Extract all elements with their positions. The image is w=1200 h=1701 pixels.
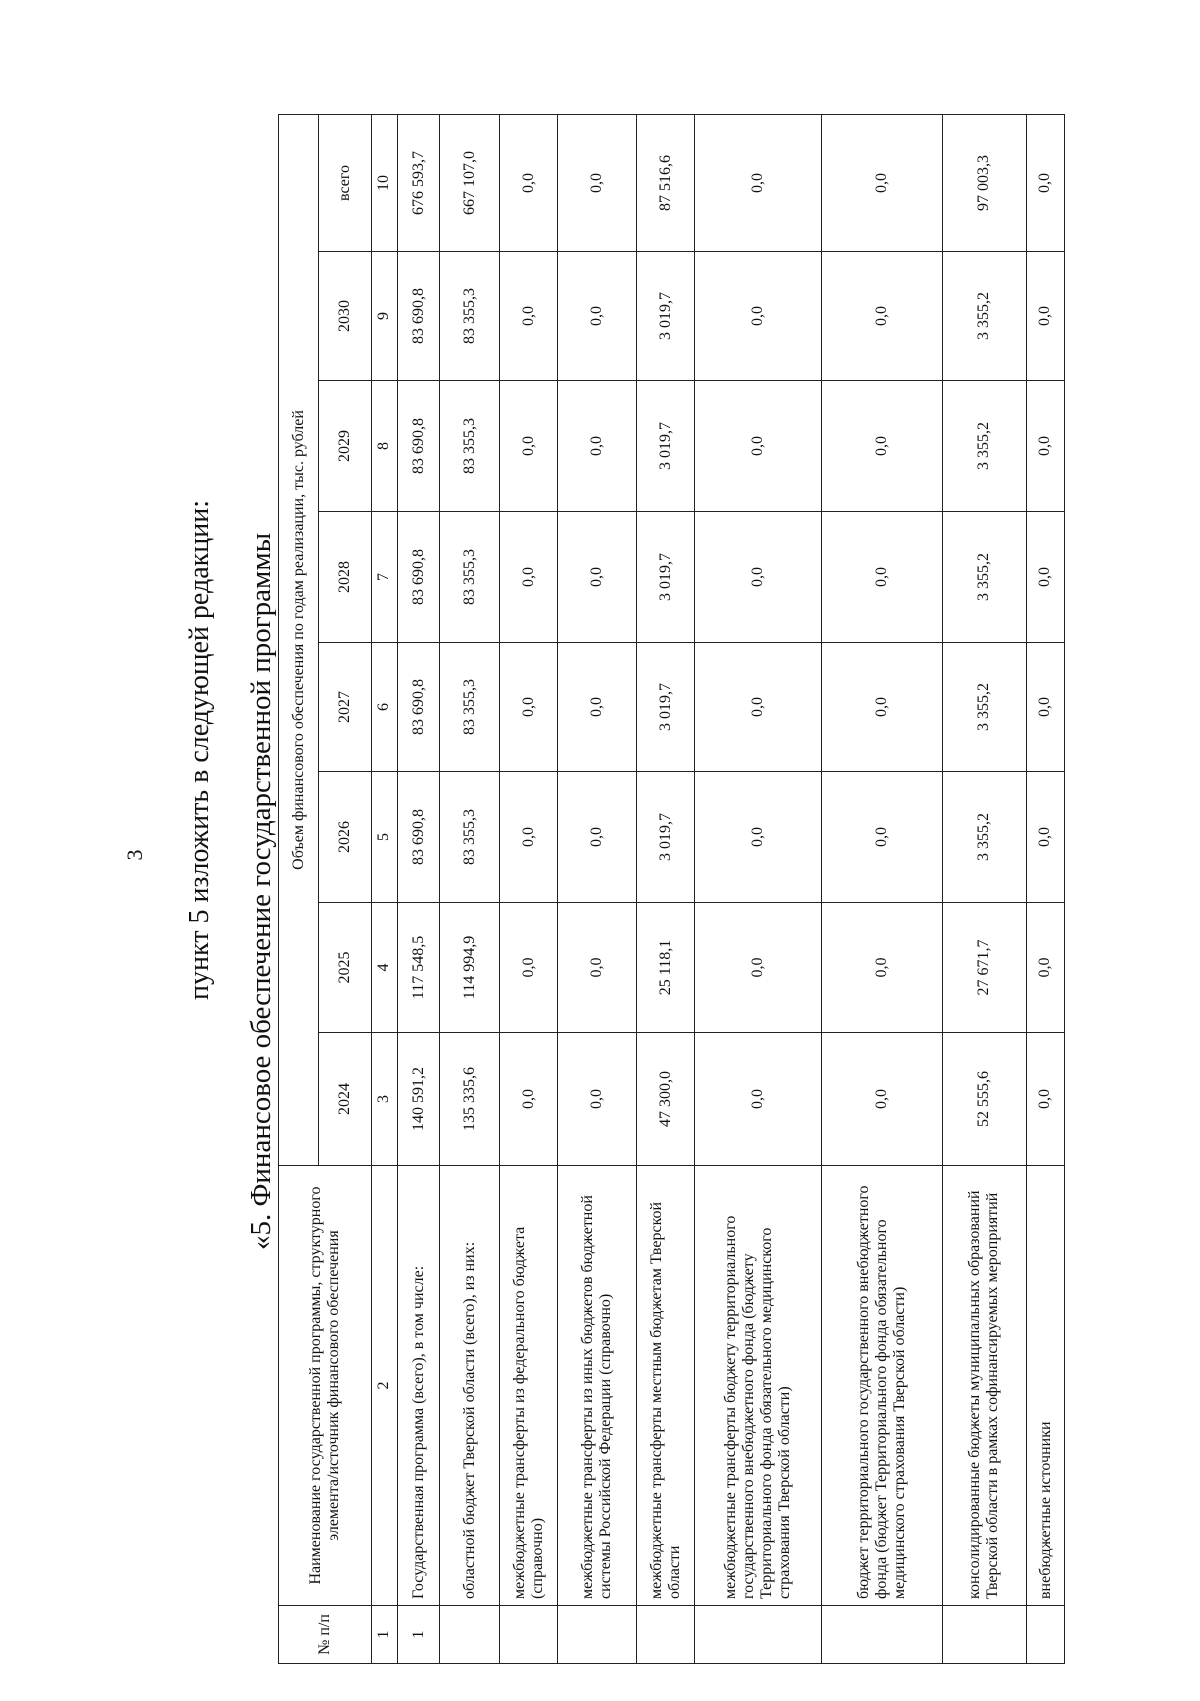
row-number: [1026, 1606, 1064, 1664]
row-number: [637, 1606, 695, 1664]
cell-value: 140 591,2: [398, 1033, 440, 1166]
cell-value: 3 019,7: [637, 252, 695, 381]
header-year: 2026: [319, 772, 372, 903]
cell-value: 0,0: [695, 1033, 821, 1166]
row-number: [500, 1606, 558, 1664]
page-number: 3: [122, 849, 147, 861]
cell-value: 0,0: [1026, 381, 1064, 512]
row-name: областной бюджет Тверской области (всего), из них:: [440, 1166, 500, 1606]
cell-value: 0,0: [500, 252, 558, 381]
header-year: 2025: [319, 903, 372, 1033]
cell-value: 0,0: [500, 643, 558, 772]
rotated-table-container: [278, 115, 1065, 1664]
cell-value: 3 019,7: [637, 512, 695, 643]
cell-value: 0,0: [500, 772, 558, 903]
row-number: [558, 1606, 637, 1664]
cell-value: 0,0: [821, 772, 942, 903]
cell-value: 0,0: [1026, 903, 1064, 1033]
cell-value: 0,0: [695, 114, 821, 251]
cell-value: 83 690,8: [398, 772, 440, 903]
cell-value: 27 671,7: [942, 903, 1026, 1033]
row-name: внебюджетные источники: [1026, 1166, 1064, 1606]
row-name: бюджет территориального государственного внебюджетного фонда (бюджет Территориального фонда обязательного медицинского страхования Тверской области): [821, 1166, 942, 1606]
row-number: 1: [398, 1606, 440, 1664]
cell-value: 0,0: [558, 381, 637, 512]
cell-value: 0,0: [821, 512, 942, 643]
header-no: № п/п: [279, 1606, 372, 1664]
cell-value: 0,0: [695, 903, 821, 1033]
cell-value: 83 355,3: [440, 772, 500, 903]
cell-value: 0,0: [1026, 772, 1064, 903]
cell-value: 83 355,3: [440, 252, 500, 381]
column-number: 1: [371, 1606, 397, 1664]
cell-value: 83 690,8: [398, 381, 440, 512]
cell-value: 3 019,7: [637, 643, 695, 772]
table-row: [695, 114, 821, 1663]
cell-value: 52 555,6: [942, 1033, 1026, 1166]
cell-value: 114 994,9: [440, 903, 500, 1033]
header-year: 2028: [319, 512, 372, 643]
row-name: консолидированные бюджеты муниципальных образований Тверской области в рамках софинансируемых мероприятий: [942, 1166, 1026, 1606]
row-name: межбюджетные трансферты местным бюджетам Тверской области: [637, 1166, 695, 1606]
row-number: [942, 1606, 1026, 1664]
table-row: [821, 114, 942, 1663]
header-name: Наименование государственной программы, структурного элемента/источник финансового обеспечения: [279, 1166, 372, 1606]
table-row: [440, 114, 500, 1663]
cell-value: 0,0: [821, 114, 942, 251]
cell-value: 0,0: [558, 252, 637, 381]
cell-value: 0,0: [500, 381, 558, 512]
cell-value: 83 690,8: [398, 643, 440, 772]
cell-value: 0,0: [1026, 252, 1064, 381]
cell-value: 0,0: [1026, 114, 1064, 251]
cell-value: 0,0: [558, 903, 637, 1033]
cell-value: 87 516,6: [637, 114, 695, 251]
cell-value: 3 355,2: [942, 512, 1026, 643]
cell-value: 667 107,0: [440, 114, 500, 251]
cell-value: 0,0: [558, 772, 637, 903]
table-row: [558, 114, 637, 1663]
row-number: [821, 1606, 942, 1664]
cell-value: 0,0: [1026, 1033, 1064, 1166]
cell-value: 3 355,2: [942, 252, 1026, 381]
column-number: 9: [371, 252, 397, 381]
row-number: [695, 1606, 821, 1664]
cell-value: 0,0: [1026, 643, 1064, 772]
row-name: межбюджетные трансферты из федерального бюджета (справочно): [500, 1166, 558, 1606]
column-number: 5: [371, 772, 397, 903]
header-year: 2030: [319, 252, 372, 381]
header-total: всего: [319, 114, 372, 251]
cell-value: 47 300,0: [637, 1033, 695, 1166]
cell-value: 3 355,2: [942, 643, 1026, 772]
cell-value: 3 355,2: [942, 381, 1026, 512]
cell-value: 0,0: [695, 772, 821, 903]
cell-value: 117 548,5: [398, 903, 440, 1033]
intro-text: пункт 5 изложить в следующей редакции:: [184, 500, 215, 1000]
table-row: [500, 114, 558, 1663]
cell-value: 83 690,8: [398, 252, 440, 381]
header-volume: Объем финансового обеспечения по годам реализации, тыс. рублей: [279, 114, 319, 1165]
row-name: межбюджетные трансферты бюджету территориального государственного внебюджетного фонда (бюджету Территориального фонда обязательного медицинского страхования Тверской области): [695, 1166, 821, 1606]
table-row: [942, 114, 1026, 1663]
cell-value: 0,0: [500, 512, 558, 643]
table-row: [398, 114, 440, 1663]
cell-value: 676 593,7: [398, 114, 440, 251]
cell-value: 0,0: [821, 381, 942, 512]
column-number: 8: [371, 381, 397, 512]
cell-value: 0,0: [1026, 512, 1064, 643]
table-row: [637, 114, 695, 1663]
column-number: 10: [371, 114, 397, 251]
cell-value: 0,0: [695, 512, 821, 643]
cell-value: 0,0: [558, 512, 637, 643]
cell-value: 83 355,3: [440, 512, 500, 643]
cell-value: 83 355,3: [440, 381, 500, 512]
row-name: межбюджетные трансферты из иных бюджетов бюджетной системы Российской Федерации (справочно): [558, 1166, 637, 1606]
cell-value: 0,0: [695, 381, 821, 512]
column-number: 4: [371, 903, 397, 1033]
column-number: 7: [371, 512, 397, 643]
cell-value: 0,0: [821, 643, 942, 772]
header-year: 2024: [319, 1033, 372, 1166]
cell-value: 3 019,7: [637, 381, 695, 512]
header-year: 2029: [319, 381, 372, 512]
cell-value: 3 355,2: [942, 772, 1026, 903]
cell-value: 0,0: [500, 114, 558, 251]
header-year: 2027: [319, 643, 372, 772]
cell-value: 0,0: [821, 252, 942, 381]
column-number: 3: [371, 1033, 397, 1166]
cell-value: 0,0: [821, 903, 942, 1033]
cell-value: 135 335,6: [440, 1033, 500, 1166]
financing-table: [278, 114, 1065, 1664]
row-name: Государственная программа (всего), в том числе:: [398, 1166, 440, 1606]
cell-value: 0,0: [821, 1033, 942, 1166]
cell-value: 97 003,3: [942, 114, 1026, 251]
cell-value: 0,0: [695, 252, 821, 381]
cell-value: 3 019,7: [637, 772, 695, 903]
cell-value: 0,0: [558, 1033, 637, 1166]
cell-value: 0,0: [500, 903, 558, 1033]
row-number: [440, 1606, 500, 1664]
column-number: 2: [371, 1166, 397, 1606]
cell-value: 0,0: [695, 643, 821, 772]
cell-value: 83 690,8: [398, 512, 440, 643]
table-row: [1026, 114, 1064, 1663]
cell-value: 25 118,1: [637, 903, 695, 1033]
cell-value: 83 355,3: [440, 643, 500, 772]
cell-value: 0,0: [558, 643, 637, 772]
cell-value: 0,0: [500, 1033, 558, 1166]
column-number: 6: [371, 643, 397, 772]
section-title: «5. Финансовое обеспечение государственной программы: [245, 532, 277, 1250]
cell-value: 0,0: [558, 114, 637, 251]
